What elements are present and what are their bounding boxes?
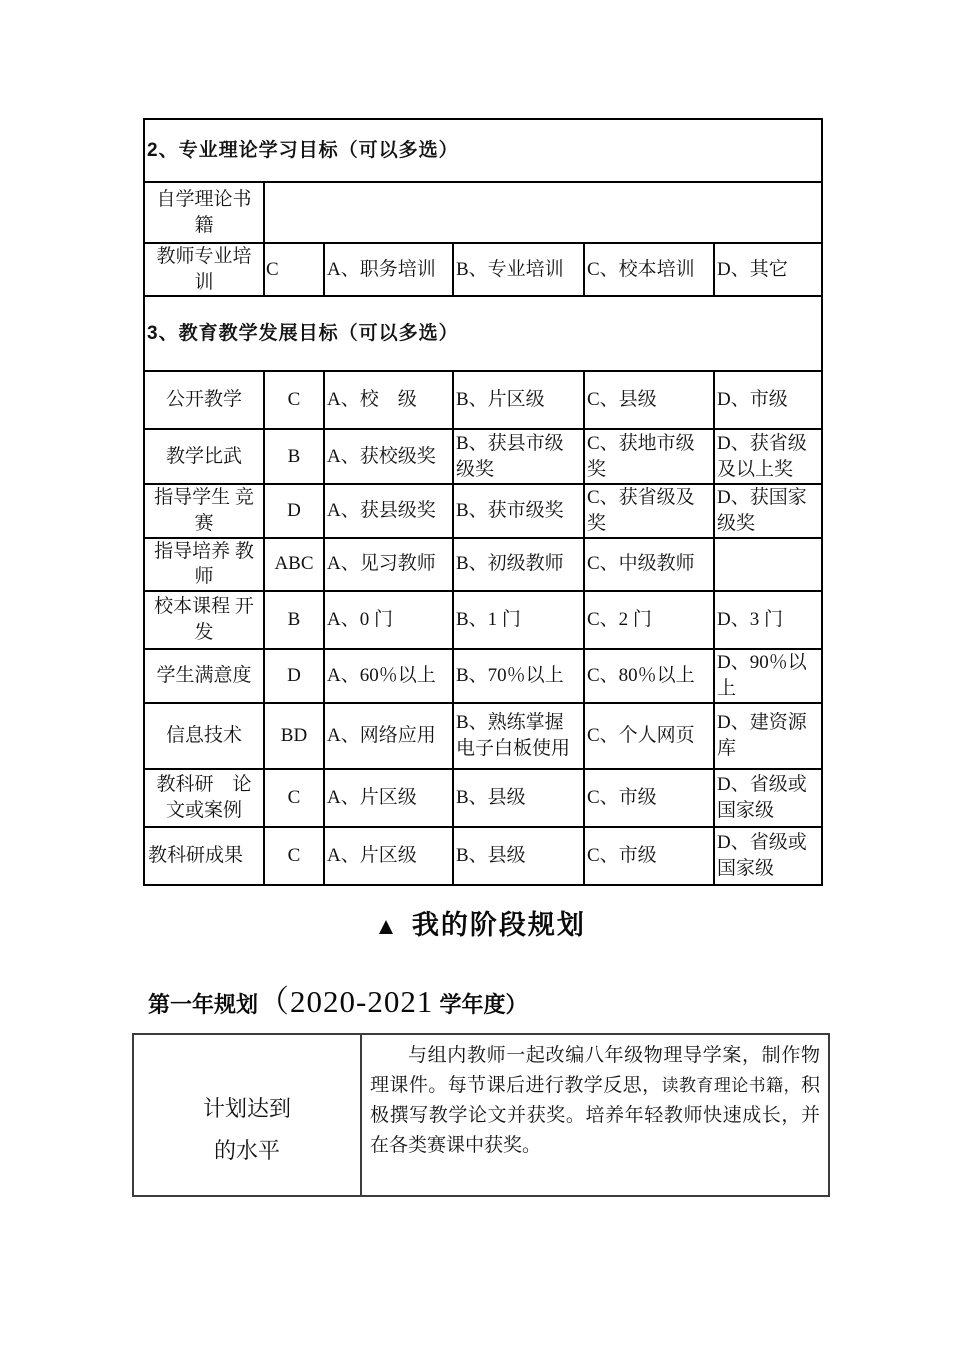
plan-table (132, 1033, 830, 1197)
triangle-marker-icon: ▲ (374, 913, 398, 940)
empty-answer-cell (264, 182, 822, 243)
stage-heading-text: 我的阶段规划 (411, 910, 586, 940)
plan-label-line1: 计划达到 (202, 1095, 291, 1121)
plan-label-cell (133, 1034, 361, 1196)
option-b: B、初级教师 (453, 538, 584, 591)
option-b: B、县级 (453, 769, 584, 827)
option-d: D、省级或国家级 (714, 827, 822, 885)
option-c: C、市级 (584, 827, 714, 885)
option-d: D、获省级及以上奖 (714, 429, 822, 484)
answer-cell: C (264, 769, 324, 827)
plan-text-1: 与组内教师一起改编八年级物理导学案，制作物理课件。每节课后进行教学反思， (370, 1045, 820, 1097)
row-label: 教学比武 (144, 429, 264, 484)
table-row (144, 538, 822, 591)
option-b: B、县级 (453, 827, 584, 885)
option-a: A、0 门 (324, 591, 453, 649)
section2-header-row (144, 119, 822, 182)
answer-cell: B (264, 429, 324, 484)
option-a: A、网络应用 (324, 703, 453, 769)
option-a: A、校 级 (324, 371, 453, 429)
answer-cell: BD (264, 703, 324, 769)
answer-cell: B (264, 591, 324, 649)
row-label: 教师专业培训 (144, 243, 264, 296)
row-label: 自学理论书籍 (144, 182, 264, 243)
answer-cell: ABC (264, 538, 324, 591)
table-row (144, 243, 822, 296)
row-label: 信息技术 (144, 703, 264, 769)
option-d: D、省级或国家级 (714, 769, 822, 827)
row-label: 教科研 论文或案例 (144, 769, 264, 827)
option-d: D、获国家级奖 (714, 484, 822, 537)
option-d (714, 538, 822, 591)
answer-cell: D (264, 484, 324, 537)
option-d: D、90％以上 (714, 649, 822, 703)
option-a: A、获县级奖 (324, 484, 453, 537)
row-label: 指导学生 竞赛 (144, 484, 264, 537)
row-label: 教科研成果 (144, 827, 264, 885)
plan-content-cell (361, 1034, 829, 1196)
option-d: D、其它 (714, 243, 822, 296)
option-a: A、获校级奖 (324, 429, 453, 484)
plan-text-2: 积极撰写教学论文并获奖。培养年轻教师快速成长，并在各类赛课中获奖。 (370, 1075, 820, 1157)
answer-cell: C (264, 243, 324, 296)
answer-cell: C (264, 371, 324, 429)
option-c: C、个人网页 (584, 703, 714, 769)
row-label: 公开教学 (144, 371, 264, 429)
section3-header-row (144, 296, 822, 371)
section2-title: 2、专业理论学习目标（可以多选） (144, 119, 822, 182)
table-row (144, 429, 822, 484)
year-plan-suffix: 学年度） (433, 992, 528, 1017)
table-row (144, 703, 822, 769)
table-row (144, 371, 822, 429)
option-c: C、中级教师 (584, 538, 714, 591)
option-b: B、熟练掌握电子白板使用 (453, 703, 584, 769)
table-row (144, 591, 822, 649)
option-b: B、片区级 (453, 371, 584, 429)
option-b: B、1 门 (453, 591, 584, 649)
option-c: C、县级 (584, 371, 714, 429)
table-row (144, 182, 822, 243)
year-plan-prefix: 第一年规划 (148, 992, 259, 1017)
first-year-plan-line (148, 976, 848, 1021)
plan-row (133, 1034, 829, 1196)
option-a: A、见习教师 (324, 538, 453, 591)
option-d: D、建资源库 (714, 703, 822, 769)
answer-cell: C (264, 827, 324, 885)
option-c: C、获地市级奖 (584, 429, 714, 484)
row-label: 学生满意度 (144, 649, 264, 703)
year-plan-year: 2020-2021 (290, 984, 434, 1019)
option-c: C、获省级及奖 (584, 484, 714, 537)
row-label: 指导培养 教师 (144, 538, 264, 591)
option-d: D、市级 (714, 371, 822, 429)
option-b: B、获市级奖 (453, 484, 584, 537)
goals-table (143, 118, 823, 886)
plan-paragraph (370, 1041, 820, 1161)
option-a: A、片区级 (324, 769, 453, 827)
plan-text-small: 读教育理论书籍， (661, 1076, 801, 1096)
plan-label-line2: 的水平 (213, 1137, 280, 1163)
year-plan-paren: （ (258, 984, 291, 1019)
section3-title: 3、教育教学发展目标（可以多选） (144, 296, 822, 371)
option-b: B、获县市级级奖 (453, 429, 584, 484)
option-d: D、3 门 (714, 591, 822, 649)
option-c: C、80％以上 (584, 649, 714, 703)
table-row (144, 649, 822, 703)
option-b: B、专业培训 (453, 243, 584, 296)
option-c: C、校本培训 (584, 243, 714, 296)
option-a: A、职务培训 (324, 243, 453, 296)
table-row (144, 827, 822, 885)
stage-heading (0, 903, 960, 942)
row-label: 校本课程 开发 (144, 591, 264, 649)
option-b: B、70％以上 (453, 649, 584, 703)
table-row (144, 484, 822, 537)
option-c: C、2 门 (584, 591, 714, 649)
answer-cell: D (264, 649, 324, 703)
option-a: A、60％以上 (324, 649, 453, 703)
table-row (144, 769, 822, 827)
option-a: A、片区级 (324, 827, 453, 885)
option-c: C、市级 (584, 769, 714, 827)
